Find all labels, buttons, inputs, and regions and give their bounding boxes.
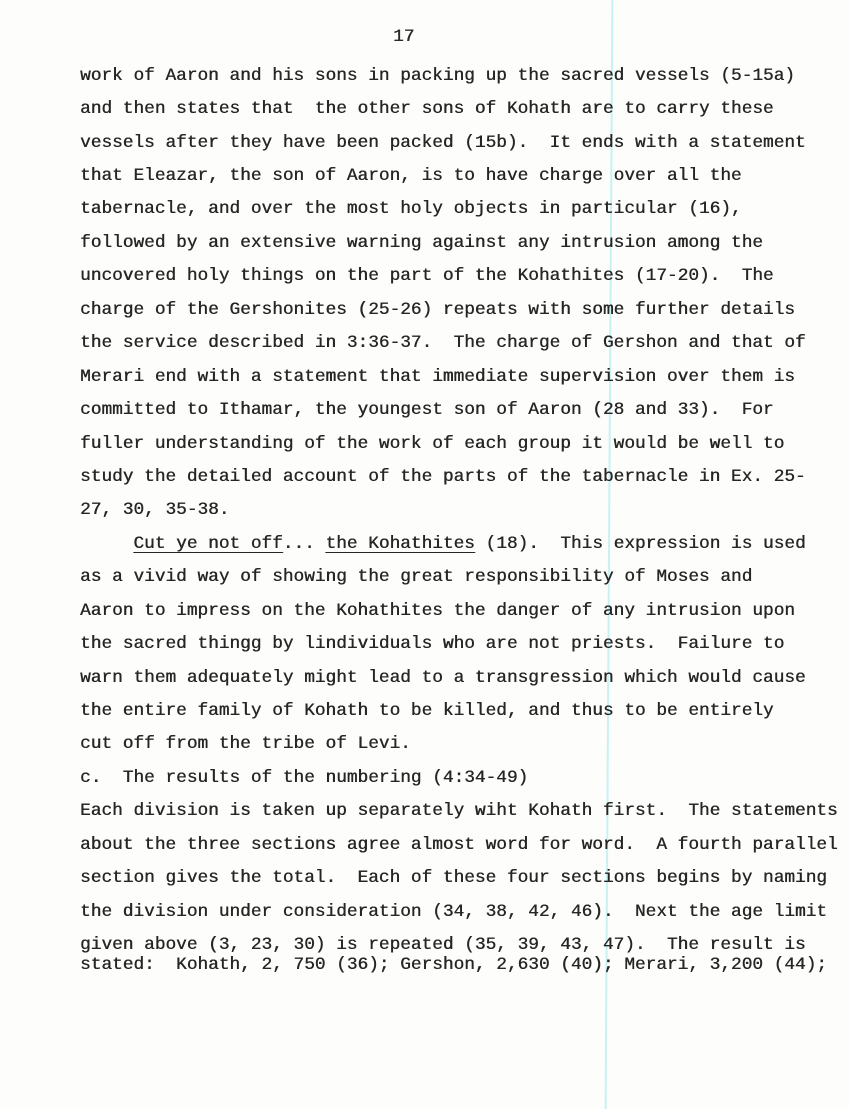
- text-segment: ...: [282, 533, 326, 554]
- text-line: [80, 828, 849, 861]
- text-line: [80, 159, 849, 192]
- text-line: [80, 862, 849, 895]
- text-line: [80, 393, 849, 426]
- text-line: [80, 427, 849, 460]
- text-segment: Each division is taken up separately wiht Kohath first. The statements: [80, 801, 838, 822]
- text-segment: charge of the Gershonites (25-26) repeats with some further details: [80, 299, 795, 320]
- text-segment: section gives the total. Each of these four sections begins by naming: [80, 868, 827, 889]
- text-line: [80, 694, 849, 727]
- text-segment: uncovered holy things on the part of the Kohathites (17-20). The: [80, 266, 774, 287]
- text-segment: Aaron to impress on the Kohathites the danger of any intrusion upon: [80, 600, 795, 621]
- text-segment: the division under consideration (34, 38, 42, 46). Next the age limit: [80, 901, 827, 922]
- text-segment: committed to Ithamar, the youngest son of Aaron (28 and 33). For: [80, 400, 774, 421]
- text-segment: the entire family of Kohath to be killed, and thus to be entirely: [80, 701, 774, 722]
- text-segment: fuller understanding of the work of each group it would be well to: [80, 433, 785, 454]
- text-segment: followed by an extensive warning against any intrusion among the: [80, 232, 763, 253]
- text-line: [80, 193, 849, 226]
- text-line: [80, 627, 849, 660]
- text-line: [80, 360, 849, 393]
- text-segment: study the detailed account of the parts of the tabernacle in Ex. 25-: [80, 466, 806, 487]
- text-line: [80, 661, 849, 694]
- page-number: 17: [393, 27, 415, 47]
- text-segment: given above (3, 23, 30) is repeated (35, 39, 43, 47). The result is: [80, 935, 806, 956]
- text-segment: c. The results of the numbering (4:34-49): [80, 767, 529, 788]
- text-segment: the service described in 3:36-37. The charge of Gershon and that of: [80, 333, 806, 354]
- text-segment: the sacred thingg by lindividuals who are not priests. Failure to: [80, 634, 785, 655]
- text-line: [80, 895, 849, 928]
- text-segment: that Eleazar, the son of Aaron, is to have charge over all the: [80, 166, 742, 187]
- text-line: [80, 728, 849, 761]
- text-segment: vessels after they have been packed (15b). It ends with a statement: [80, 132, 806, 153]
- typewritten-text-body: [80, 59, 849, 975]
- text-segment: and then states that the other sons of Kohath are to carry these: [80, 99, 774, 120]
- text-line: [80, 59, 849, 92]
- text-line: [80, 460, 849, 493]
- text-segment: cut off from the tribe of Levi.: [80, 734, 411, 755]
- text-line: [80, 527, 849, 560]
- text-line: [80, 327, 849, 360]
- text-line: [80, 126, 849, 159]
- text-line: [80, 955, 849, 975]
- text-line: [80, 494, 849, 527]
- text-line: [80, 293, 849, 326]
- text-segment: Merari end with a statement that immediate supervision over them is: [80, 366, 795, 387]
- text-segment: tabernacle, and over the most holy objects in particular (16),: [80, 199, 742, 220]
- underlined-text-segment: the Kohathites: [325, 533, 475, 554]
- text-line: [80, 226, 849, 259]
- text-segment: (18). This expression is used: [474, 533, 806, 554]
- text-segment: 27, 30, 35-38.: [80, 500, 230, 521]
- underlined-text-segment: Cut ye not off: [133, 533, 283, 554]
- text-line: [80, 260, 849, 293]
- text-segment: [80, 534, 133, 554]
- text-segment: work of Aaron and his sons in packing up the sacred vessels (5-15a): [80, 65, 795, 86]
- text-line: [80, 795, 849, 828]
- text-segment: about the three sections agree almost word for word. A fourth parallel: [80, 834, 838, 855]
- text-line: [80, 761, 849, 794]
- text-segment: warn them adequately might lead to a transgression which would cause: [80, 667, 806, 688]
- text-line: [80, 92, 849, 125]
- text-line: [80, 561, 849, 594]
- text-line: [80, 594, 849, 627]
- text-segment: stated: Kohath, 2, 750 (36); Gershon, 2,630 (40); Merari, 3,200 (44);: [80, 954, 827, 975]
- text-segment: as a vivid way of showing the great responsibility of Moses and: [80, 567, 753, 588]
